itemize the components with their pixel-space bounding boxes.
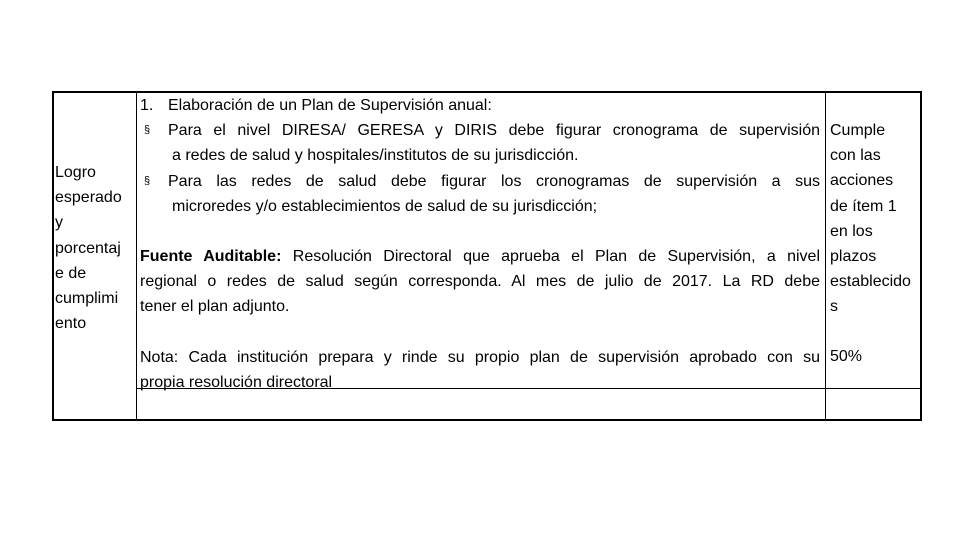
- label-line: e de: [55, 264, 87, 282]
- label-line: ento: [55, 315, 87, 333]
- numbered-item: [140, 93, 820, 118]
- fuente-line: tener el plan adjunto.: [140, 298, 290, 316]
- nota-line: Nota: Cada institución prepara y rinde su propio plan de supervisión aprobado con su: [140, 348, 820, 366]
- bullet-line: Para el nivel DIRESA/ GERESA y DIRIS debe figurar cronograma de supervisión: [168, 122, 820, 140]
- percentage-value: 50%: [830, 348, 863, 365]
- label-line: Logro: [55, 164, 96, 181]
- fuente-line: regional o redes de salud según corresponda. Al mes de julio de 2017. La RD debe: [140, 273, 820, 291]
- item-number: 1.: [140, 97, 154, 114]
- nota-line: propia resolución directoral: [140, 373, 333, 391]
- bullet-item: [140, 118, 820, 168]
- fuente-text: Resolución Directoral que aprueba el Plan de Supervisión, a nivel: [281, 248, 821, 266]
- label-line: esperado: [55, 189, 122, 207]
- column-divider-right: [825, 91, 826, 421]
- compliance-line: establecido: [830, 273, 911, 291]
- description-cell: [140, 93, 820, 395]
- bullet-item: [140, 169, 820, 219]
- nota-paragraph: [140, 345, 820, 395]
- compliance-line: con las: [830, 147, 881, 165]
- bullet-line: a redes de salud y hospitales/institutos de su jurisdicción.: [172, 147, 579, 165]
- compliance-line: plazos: [830, 248, 877, 266]
- fuente-line: [140, 244, 820, 269]
- compliance-line: en los: [830, 222, 873, 240]
- label-line: porcentaj: [55, 239, 121, 257]
- compliance-line: s: [830, 298, 838, 316]
- item-title: Elaboración de un Plan de Supervisión anual:: [168, 97, 492, 114]
- bullet-line: Para las redes de salud debe figurar los cronogramas de supervisión a sus: [168, 172, 820, 190]
- fuente-label: Fuente Auditable:: [140, 248, 282, 266]
- bullet-icon: §: [144, 124, 151, 137]
- bullet-line: microredes y/o establecimientos de salud de su jurisdicción;: [172, 197, 598, 215]
- fuente-paragraph: [140, 244, 820, 320]
- compliance-cell: [830, 118, 922, 320]
- compliance-line: de ítem 1: [830, 197, 897, 215]
- label-line: cumplimi: [55, 290, 119, 308]
- label-line: y: [55, 214, 63, 232]
- label-cell: [55, 160, 135, 336]
- column-divider-left: [136, 91, 137, 421]
- compliance-line: Cumple: [830, 122, 886, 139]
- bullet-icon: §: [144, 174, 151, 187]
- compliance-line: acciones: [830, 172, 894, 190]
